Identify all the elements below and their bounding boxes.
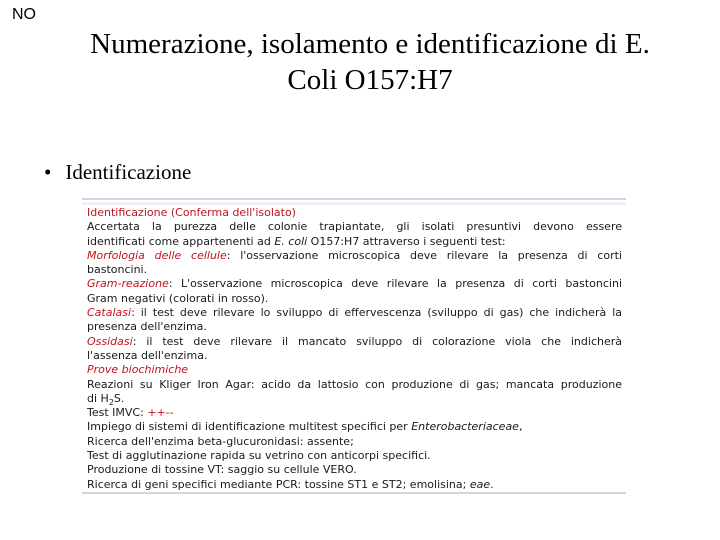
excerpt-line: bastoncini.	[87, 263, 148, 277]
excerpt-line: identificati come appartenenti ad E. coli O157:H7 attraverso i seguenti test:	[87, 234, 506, 248]
title-line-1: Numerazione, isolamento e identificazione di E.	[90, 28, 650, 60]
document-excerpt-image	[82, 198, 626, 494]
bullet-text: Identificazione	[65, 160, 192, 184]
excerpt-line: Produzione di tossine VT: saggio su cellule VERO.	[87, 463, 357, 477]
excerpt-line: Gram-reazione: L'osservazione microscopica deve rilevare la presenza di corti bastoncini	[87, 277, 622, 291]
bullet-item	[44, 160, 191, 185]
excerpt-line: Test IMVC: ++--	[87, 406, 174, 420]
excerpt-line: l'assenza dell'enzima.	[87, 348, 208, 362]
excerpt-heading: Identificazione (Conferma dell'isolato)	[87, 206, 296, 219]
excerpt-text	[87, 206, 622, 492]
corner-tag: NO	[12, 6, 36, 23]
excerpt-line: Reazioni su Kliger Iron Agar: acido da lattosio con produzione di gas; mancata produzione	[87, 377, 622, 391]
excerpt-line: presenza dell'enzima.	[87, 320, 207, 334]
excerpt-line: Test di agglutinazione rapida su vetrino con anticorpi specifici.	[87, 449, 431, 463]
excerpt-line: Ricerca di geni specifici mediante PCR: tossine ST1 e ST2; emolisina; eae.	[87, 477, 494, 491]
excerpt-line: di $H_2S$.	[87, 391, 125, 407]
excerpt-line: Ossidasi: il test deve rilevare il mancato sviluppo di colorazione viola che indicherà	[87, 334, 622, 348]
title-line-2: Coli O157:H7	[287, 64, 453, 96]
excerpt-line: Catalasi: il test deve rilevare lo sviluppo di effervescenza (sviluppo di gas) che indicherà la	[87, 306, 622, 320]
excerpt-line: Accertata la purezza delle colonie trapiantate, gli isolati presuntivi devono essere	[87, 220, 622, 234]
slide-title	[40, 26, 700, 98]
excerpt-line: Ricerca dell'enzima beta-glucuronidasi: assente;	[87, 434, 354, 448]
bullet-dot-icon: •	[44, 160, 52, 184]
excerpt-line: Gram negativi (colorati in rosso).	[87, 291, 269, 305]
excerpt-line: Impiego di sistemi di identificazione multitest specifici per Enterobacteriaceae,	[87, 420, 523, 434]
excerpt-subheading: Prove biochimiche	[87, 363, 189, 377]
excerpt-line: Morfologia delle cellule: l'osservazione microscopica deve rilevare la presenza di corti	[87, 248, 622, 262]
